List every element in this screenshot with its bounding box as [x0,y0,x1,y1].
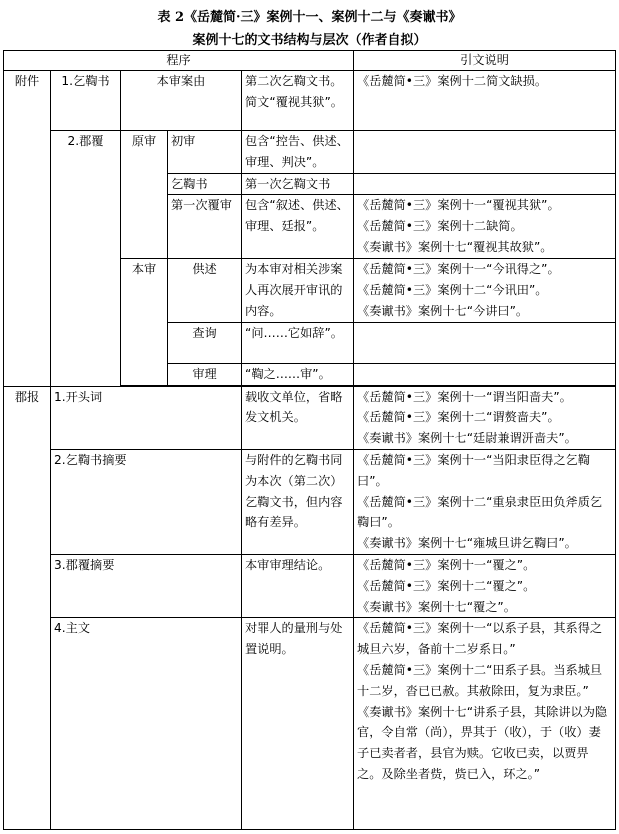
document-structure-table [3,50,616,830]
label-kaitou: 1.开头词 [51,386,242,449]
label-yuanshen: 原审 [121,131,168,259]
cite-chushen [354,131,616,174]
label-shenli: 审理 [168,363,242,385]
label-qiju: 1.乞鞫书 [51,71,121,131]
row-junfuzy [4,554,616,617]
cite-line: 《奏谳书》案例十七“讲系子县，其除讲以为隐官，令自常（尚），畀其于（收），于（收）妻子已卖者者，县官为赎。它收已卖，以贾畀之。及除坐者赀，赀已入，环之。” [357,704,608,781]
cite-line: 《岳麓简•三》案例十二“今讯田”。 [357,283,548,298]
cite-fushen1 [354,195,616,259]
content-zhaiyao: 与附件的乞鞫书同为本次（第二次）乞鞫文书，但内容略有差异。 [242,449,354,554]
content-junfuzy: 本审审理结论。 [242,554,354,617]
content-chaxun: “问……它如辞”。 [242,322,354,363]
cite-line: 《岳麓简•三》案例十一“覆视其狱”。 [357,198,560,213]
row-zhuwen [4,618,616,830]
label-benshen-anyou: 本审案由 [121,71,242,131]
cite-gongshu [354,259,616,322]
label-qijushu: 乞鞫书 [168,173,242,195]
row-chushen [4,131,616,174]
row-zhaiyao [4,449,616,554]
content-gongshu: 为本审对相关涉案人再次展开审讯的内容。 [242,259,354,322]
cite-line: 《岳麓简•三》案例十一“以系子县，其系得之城旦六岁，备前十二岁系日。” [357,621,603,657]
label-gongshu: 供述 [168,259,242,322]
section-report: 郡报 [4,386,51,830]
cite-line: 《岳麓简•三》案例十二缺简。 [357,219,523,234]
cite-line: 《岳麓简•三》案例十一“覆之”。 [357,557,536,572]
table-title-line-1: 表 2《岳麓简·三》案例十一、案例十二与《奏谳书》 [157,10,462,25]
content-chushen: 包含“控告、供述、审理、判决”。 [242,131,354,174]
content-shenli: “鞫之……审”。 [242,363,354,385]
cite-zhaiyao [354,449,616,554]
label-zhaiyao: 2.乞鞫书摘要 [51,449,242,554]
header-row [4,51,616,71]
cite-line: 《奏谳书》案例十七“廷尉兼谓汧啬夫”。 [357,431,577,446]
cite-shenli [354,363,616,385]
cite-line: 《岳麓简•三》案例十二“田系子县。当系城旦十二岁，沓已已赦。其赦除田，复为隶臣。” [357,662,603,698]
cite-line: 《奏谳书》案例十七“今讲曰”。 [357,303,529,318]
cite-zhuwen [354,618,616,830]
label-chushen: 初审 [168,131,242,174]
content-qiju: 第二次乞鞫文书。简文“覆视其狱”。 [242,71,354,131]
label-zhuwen: 4.主文 [51,618,242,830]
cite-qijushu [354,173,616,195]
table-title-line-2: 案例十七的文书结构与层次（作者自拟） [192,33,427,48]
cite-line: 《岳麓简•三》案例十二“重泉隶臣田负斧质乞鞫曰”。 [357,494,603,530]
cite-line: 《奏谳书》案例十七“覆之”。 [357,599,516,614]
header-procedure: 程序 [4,51,354,71]
cite-line: 《岳麓简•三》案例十一“谓当阳啬夫”。 [357,389,572,404]
label-chaxun: 查询 [168,322,242,363]
cite-line: 《岳麓简•三》案例十二“谓赘啬夫”。 [357,410,560,425]
label-junfu: 2.郡覆 [51,131,121,387]
label-benshen: 本审 [121,259,168,385]
cite-kaitou [354,386,616,449]
label-fushen1: 第一次覆审 [168,195,242,259]
cite-line: 《奏谳书》案例十七“雍城旦讲乞鞫曰”。 [357,536,577,551]
label-junfuzy: 3.郡覆摘要 [51,554,242,617]
content-kaitou: 载收文单位，省略发文机关。 [242,386,354,449]
cite-line: 《奏谳书》案例十七“覆视其故狱”。 [357,239,553,254]
row-kaitou [4,386,616,449]
content-qijushu: 第一次乞鞫文书 [242,173,354,195]
content-fushen1: 包含“叙述、供述、审理、廷报”。 [242,195,354,259]
cite-qiju: 《岳麓简•三》案例十二简文缺损。 [354,71,616,131]
cite-line: 《岳麓简•三》案例十一“当阳隶臣得之乞鞫曰”。 [357,452,590,488]
row-qiju [4,71,616,131]
cite-line: 《岳麓简•三》案例十一“今讯得之”。 [357,262,560,277]
cite-line: 《岳麓简•三》案例十二“覆之”。 [357,578,536,593]
content-zhuwen: 对罪人的量刑与处置说明。 [242,618,354,830]
header-citation: 引文说明 [354,51,616,71]
cite-chaxun [354,322,616,363]
cite-junfuzy [354,554,616,617]
section-attachment: 附件 [4,71,51,387]
